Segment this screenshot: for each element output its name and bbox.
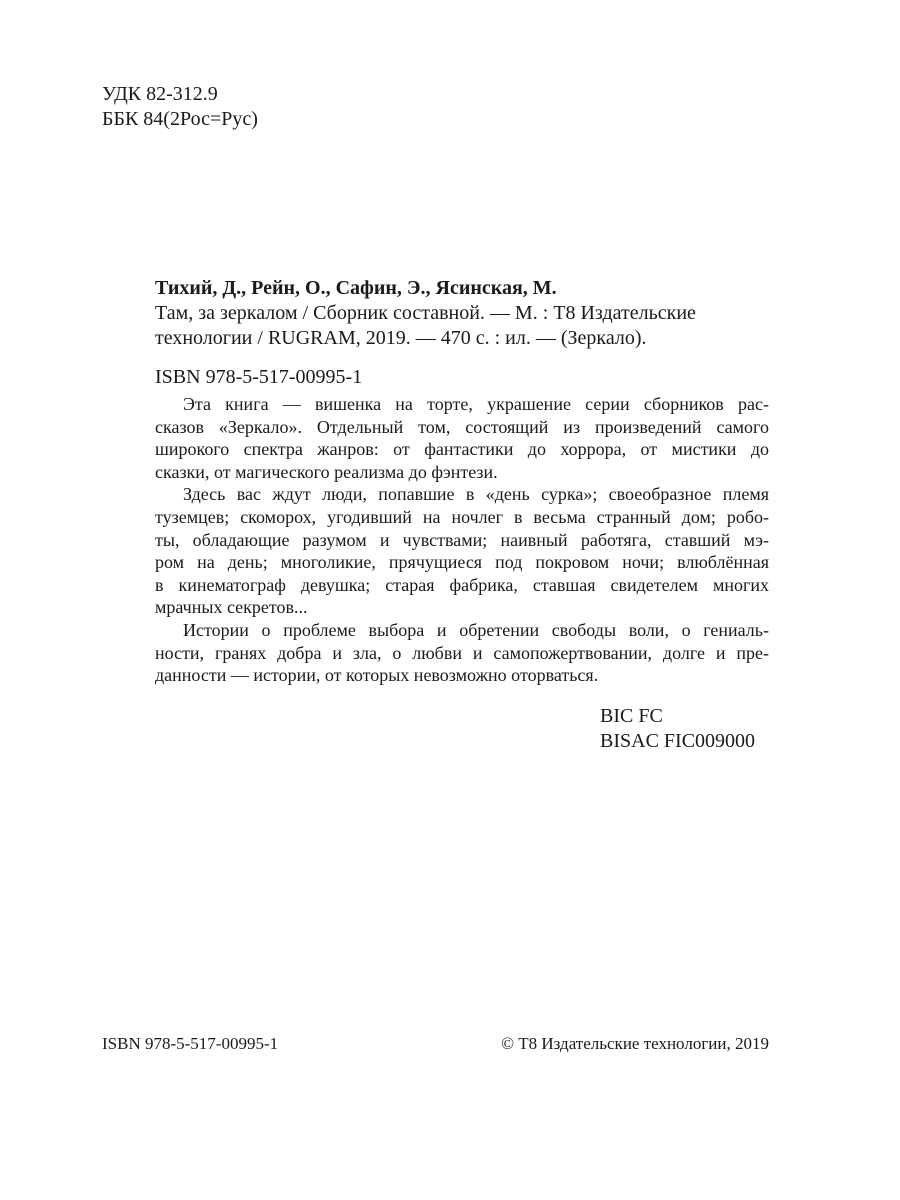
bic-code: BIC FC: [600, 705, 663, 727]
annotation-line: ности, гранях добра и зла, о любви и самопожертвовании, долге и пре-: [155, 642, 769, 663]
authors-line: Тихий, Д., Рейн, О., Сафин, Э., Ясинская, М.: [155, 277, 557, 299]
bisac-code: BISAC FIC009000: [600, 730, 756, 752]
isbn-line: ISBN 978-5-517-00995-1: [155, 366, 363, 388]
annotation-line: мрачных секретов...: [155, 597, 308, 618]
annotation-line: сказов «Зеркало». Отдельный том, состоящий из произведений самого: [155, 416, 769, 437]
annotation-line: данности — истории, от которых невозможно оторваться.: [155, 665, 599, 686]
footer-isbn: ISBN 978-5-517-00995-1: [102, 1034, 279, 1053]
annotation-line: ты, обладающие разумом и чувствами; наивный работяга, ставший мэ-: [155, 529, 769, 550]
udk-code: УДК 82-312.9: [102, 83, 218, 105]
annotation-line: Истории о проблеме выбора и обретении свободы воли, о гениаль-: [183, 619, 769, 640]
annotation-line: туземцев; скоморох, угодивший на ночлег в весьма странный дом; робо-: [155, 506, 769, 527]
classification-block: [102, 82, 258, 132]
annotation-line: Здесь вас ждут люди, попавшие в «день сурка»; своеобразное племя: [183, 484, 769, 505]
bibliographic-record: [155, 276, 769, 390]
annotation-line: Эта книга — вишенка на торте, украшение серии сборников рас-: [183, 394, 769, 414]
bbk-code: ББК 84(2Рос=Рус): [102, 108, 258, 130]
annotation-line: широкого спектра жанров: от фантастики до хоррора, от мистики до: [155, 439, 769, 460]
footer-copyright: © Т8 Издательские технологии, 2019: [501, 1034, 769, 1053]
annotation-line: ром на день; многоликие, прячущиеся под покровом ночи; влюблённая: [155, 552, 769, 573]
title-line: Там, за зеркалом / Сборник составной. — М. : Т8 Издательские: [155, 302, 696, 324]
annotation-line: в кинематограф девушка; старая фабрика, ставшая свидетелем многих: [155, 574, 769, 595]
subject-codes: [600, 704, 755, 754]
publication-line: технологии / RUGRAM, 2019. — 470 с. : ил. — (Зеркало).: [155, 327, 647, 349]
annotation-line: сказки, от магического реализма до фэнтези.: [155, 461, 498, 482]
annotation: [155, 393, 769, 687]
